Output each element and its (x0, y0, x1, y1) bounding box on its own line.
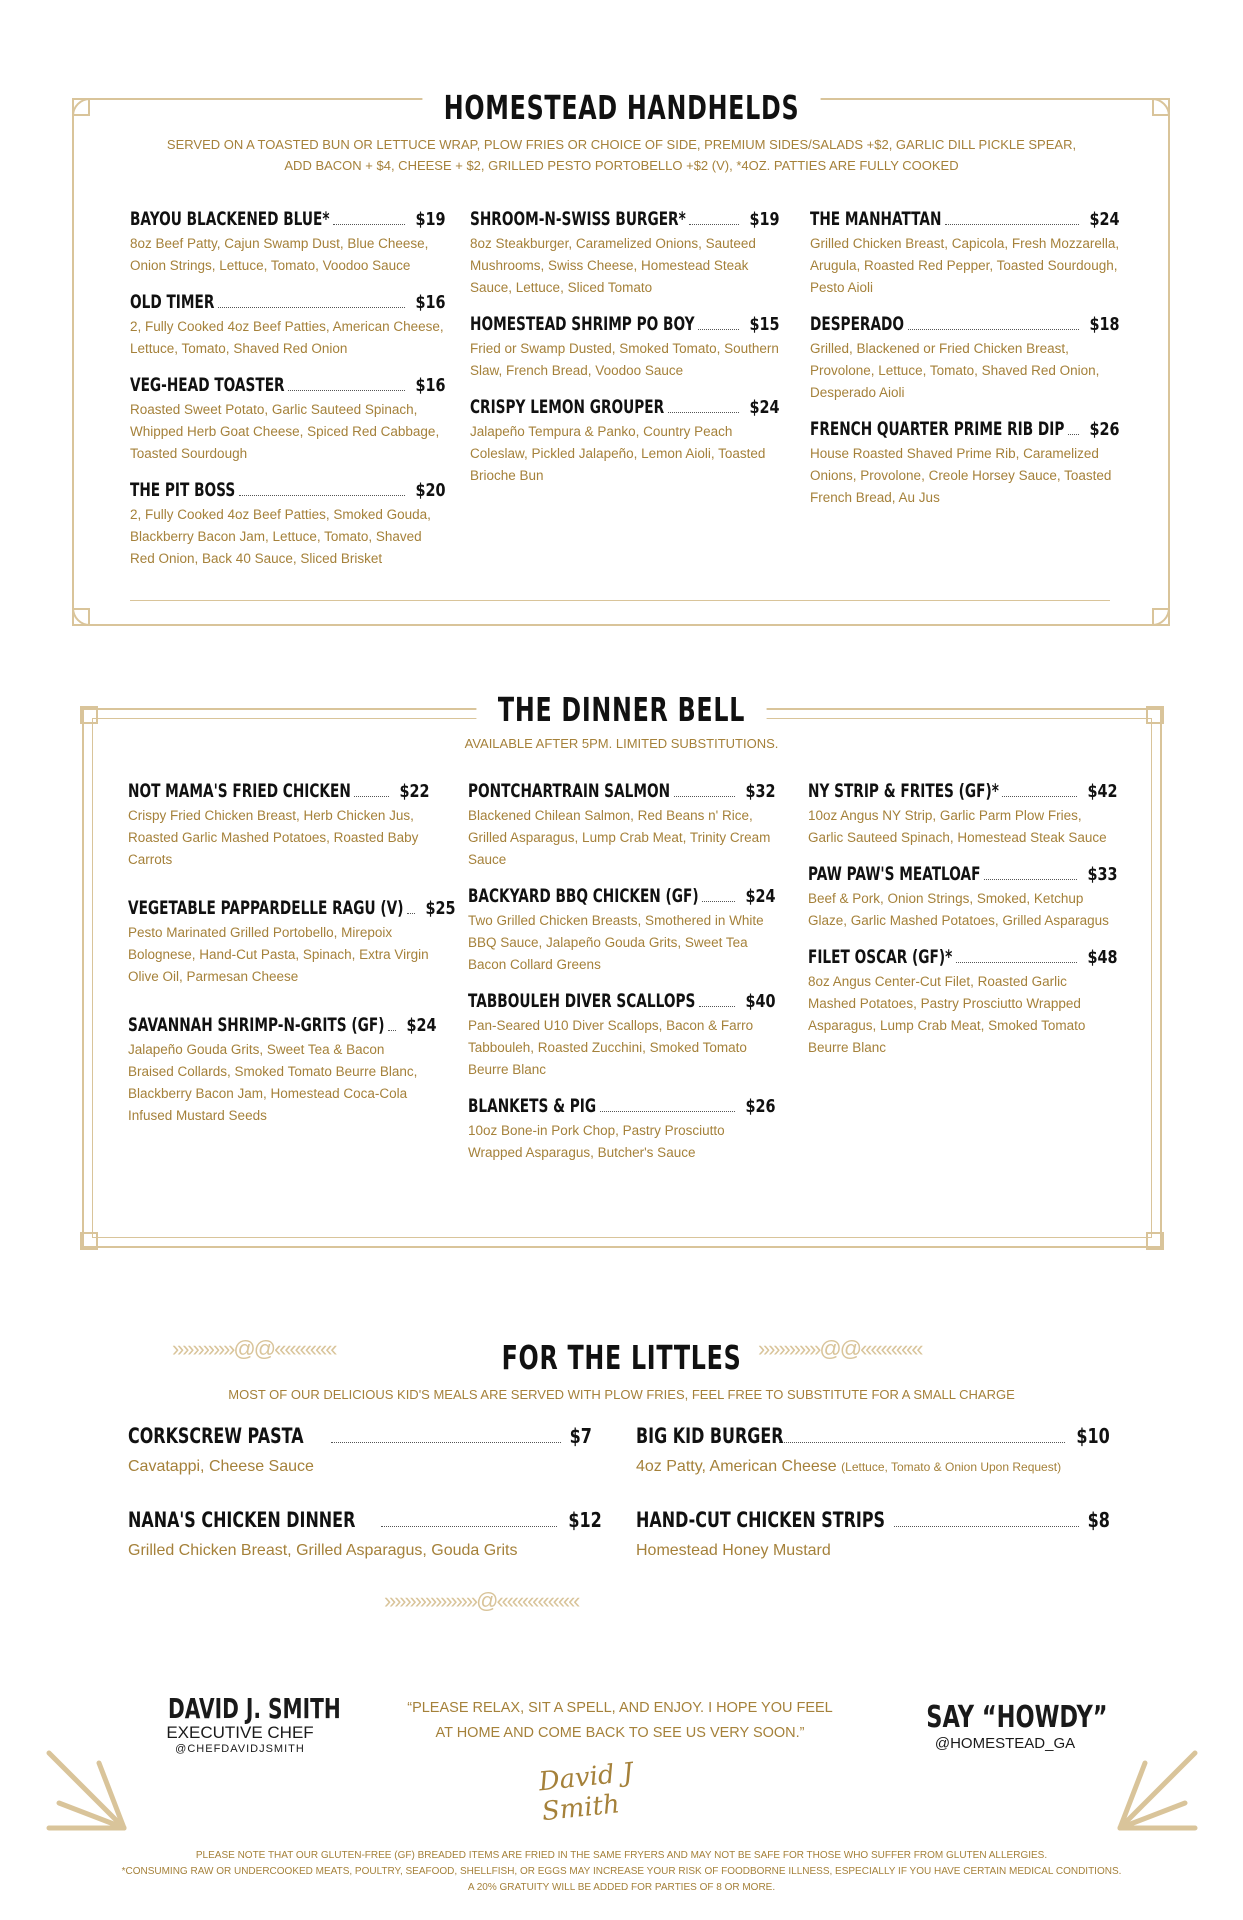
item-name: BAYOU BLACKENED BLUE* (130, 208, 330, 230)
item-description: Grilled, Blackened or Fried Chicken Breast, Provolone, Lettuce, Tomato, Shaved Red Onion, Desperado Aioli (810, 341, 1100, 400)
item-price: $20 (415, 480, 446, 501)
corner-ornament (72, 608, 90, 626)
item-name: BACKYARD BBQ CHICKEN (GF) (468, 885, 699, 907)
corner-ornament (72, 98, 90, 116)
item-description: 10oz Angus NY Strip, Garlic Parm Plow Fries, Garlic Sauteed Spinach, Homestead Steak Sauce (808, 808, 1107, 845)
menu-item (468, 1093, 776, 1164)
menu-item (128, 1012, 437, 1127)
item-description: 2, Fully Cooked 4oz Beef Patties, American Cheese, Lettuce, Tomato, Shaved Red Onion (130, 319, 444, 356)
item-name: HOMESTEAD SHRIMP PO BOY (470, 313, 695, 335)
leader-dots (1002, 796, 1077, 797)
menu-item (468, 778, 776, 871)
item-price: $26 (1089, 419, 1120, 440)
item-price: $25 (425, 898, 456, 919)
item-name: PAW PAW'S MEATLOAF (808, 863, 981, 885)
littles-title: FOR THE LITTLES (501, 1338, 742, 1377)
menu-item (130, 289, 446, 360)
chef-handle: @CHEFDAVIDJSMITH (175, 1743, 305, 1755)
item-description: Beef & Pork, Onion Strings, Smoked, Ketchup Glaze, Garlic Mashed Potatoes, Grilled Asparagus (808, 891, 1109, 928)
chef-name: DAVID J. SMITH (168, 1692, 341, 1725)
leader-dots (407, 913, 415, 914)
item-name: SAVANNAH SHRIMP-N-GRITS (GF) (128, 1014, 385, 1036)
item-name: CRISPY LEMON GROUPER (470, 396, 665, 418)
item-description: Homestead Honey Mustard (636, 1542, 831, 1559)
menu-item (130, 372, 446, 465)
item-name: TABBOULEH DIVER SCALLOPS (468, 990, 696, 1012)
item-price: $32 (745, 781, 776, 802)
item-name: FRENCH QUARTER PRIME RIB DIP (810, 418, 1065, 440)
leader-dots (699, 1006, 735, 1007)
leader-dots (779, 1442, 1065, 1443)
leader-dots (333, 224, 405, 225)
item-price: $42 (1087, 781, 1118, 802)
item-name: PONTCHARTRAIN SALMON (468, 780, 671, 802)
item-name: DESPERADO (810, 313, 905, 335)
item-price: $8 (1087, 1508, 1110, 1532)
item-price: $24 (749, 397, 780, 418)
item-price: $15 (749, 314, 780, 335)
item-name: CORKSCREW PASTA (128, 1424, 304, 1448)
item-name: NOT MAMA'S FRIED CHICKEN (128, 780, 351, 802)
kid-item (636, 1508, 1110, 1562)
leader-dots (668, 412, 739, 413)
item-description: 8oz Beef Patty, Cajun Swamp Dust, Blue Cheese, Onion Strings, Lettuce, Tomato, Voodoo Sauce (130, 236, 429, 273)
item-name: OLD TIMER (130, 291, 215, 313)
chevron-divider-icon: »»»»»»@@«««««« (172, 1336, 336, 1361)
menu-item (470, 206, 780, 299)
item-name: THE MANHATTAN (810, 208, 942, 230)
item-name: NY STRIP & FRITES (GF)* (808, 780, 999, 802)
chef-role: EXECUTIVE CHEF (166, 1723, 314, 1742)
menu-item (128, 778, 430, 871)
leader-dots (956, 962, 1077, 963)
item-price: $24 (745, 886, 776, 907)
item-price: $7 (569, 1424, 592, 1448)
wheat-burst-icon (1110, 1748, 1200, 1838)
leader-dots (702, 901, 735, 902)
item-price: $16 (415, 375, 446, 396)
leader-dots (218, 307, 405, 308)
menu-item (468, 988, 776, 1081)
social-handle[interactable]: @HOMESTEAD_GA (934, 1735, 1076, 1752)
item-description: Jalapeño Gouda Grits, Sweet Tea & Bacon Braised Collards, Smoked Tomato Beurre Blanc, Blackberry Bacon Jam, Homestead Coca-Cola Infused Mustard Seeds (128, 1042, 418, 1123)
chef-signature: David J Smith (537, 1757, 635, 1828)
social-title: SAY “HOWDY” (926, 1700, 1108, 1735)
social-block (900, 1700, 1110, 1752)
item-name: VEGETABLE PAPPARDELLE RAGU (V) (128, 897, 404, 919)
leader-dots (381, 1526, 557, 1527)
item-description: Grilled Chicken Breast, Grilled Asparagus, Gouda Grits (128, 1542, 518, 1559)
menu-item (808, 861, 1118, 932)
chef-block (140, 1692, 340, 1755)
leader-dots (354, 796, 389, 797)
handhelds-subtitle: SERVED ON A TOASTED BUN OR LETTUCE WRAP, PLOW FRIES OR CHOICE OF SIDE, PREMIUM SIDES/SALADS +$2, GARLIC DILL PICKLE SPEAR, ADD BACON + $4, CHEESE + $2, GRILLED PESTO PORTOBELLO +$2 (V), *4OZ. PATTIES ARE FULLY COOKED (166, 137, 1077, 173)
leader-dots (239, 495, 405, 496)
menu-item (130, 206, 446, 277)
dinner-column-1 (128, 778, 456, 1151)
item-description: 8oz Steakburger, Caramelized Onions, Sauteed Mushrooms, Swiss Cheese, Homestead Steak Sauce, Lettuce, Sliced Tomato (470, 236, 756, 295)
item-name: BLANKETS & PIG (468, 1095, 597, 1117)
item-description: Two Grilled Chicken Breasts, Smothered in White BBQ Sauce, Jalapeño Gouda Grits, Sweet Tea Bacon Collard Greens (468, 913, 764, 972)
leader-dots (984, 879, 1077, 880)
handhelds-column-3 (810, 206, 1120, 521)
menu-item (810, 416, 1120, 509)
menu-item (128, 895, 456, 988)
item-price: $12 (568, 1508, 602, 1532)
item-price: $22 (399, 781, 430, 802)
item-price: $24 (1089, 209, 1120, 230)
kid-item (128, 1424, 592, 1478)
leader-dots (908, 329, 1079, 330)
leader-dots (945, 224, 1079, 225)
item-price: $16 (415, 292, 446, 313)
leader-dots (288, 390, 405, 391)
handhelds-column-1 (130, 206, 446, 582)
dinner-column-3 (808, 778, 1118, 1071)
handhelds-inner-line (130, 600, 1110, 601)
menu-item (468, 883, 776, 976)
corner-ornament (1146, 706, 1164, 724)
item-name: BIG KID BURGER (636, 1424, 784, 1448)
item-price: $18 (1089, 314, 1120, 335)
item-description: Roasted Sweet Potato, Garlic Sauteed Spinach, Whipped Herb Goat Cheese, Spiced Red Cabbage, Toasted Sourdough (130, 402, 440, 461)
leader-dots (689, 224, 739, 225)
item-price: $40 (745, 991, 776, 1012)
leader-dots (331, 1442, 561, 1443)
item-description: 8oz Angus Center-Cut Filet, Roasted Garlic Mashed Potatoes, Pastry Prosciutto Wrapped Asparagus, Lump Crab Meat, Smoked Tomato Beurre Blanc (808, 974, 1086, 1055)
item-description: Fried or Swamp Dusted, Smoked Tomato, Southern Slaw, French Bread, Voodoo Sauce (470, 341, 779, 378)
item-name: FILET OSCAR (GF)* (808, 946, 953, 968)
dinner-title: THE DINNER BELL (174, 690, 1069, 729)
item-price: $10 (1076, 1424, 1110, 1448)
item-price: $33 (1087, 864, 1118, 885)
corner-ornament (80, 706, 98, 724)
menu-item (470, 394, 780, 487)
item-description: Pesto Marinated Grilled Portobello, Mirepoix Bolognese, Hand-Cut Pasta, Spinach, Extra Virgin Olive Oil, Parmesan Cheese (128, 925, 429, 984)
menu-item (808, 944, 1118, 1059)
dinner-subtitle: AVAILABLE AFTER 5PM. LIMITED SUBSTITUTIONS. (464, 736, 779, 751)
chevron-divider-icon: »»»»»»@@«««««« (758, 1336, 922, 1361)
menu-item (808, 778, 1118, 849)
leader-dots (698, 329, 739, 330)
item-name: NANA'S CHICKEN DINNER (128, 1508, 356, 1532)
item-name: VEG-HEAD TOASTER (130, 374, 285, 396)
littles-subtitle: MOST OF OUR DELICIOUS KID'S MEALS ARE SERVED WITH PLOW FRIES, FEEL FREE TO SUBSTITUTE FOR A SMALL CHARGE (228, 1387, 1015, 1402)
wheat-burst-icon (44, 1748, 134, 1838)
corner-ornament (1152, 98, 1170, 116)
item-description: Pan-Seared U10 Diver Scallops, Bacon & Farro Tabbouleh, Roasted Zucchini, Smoked Tomato Beurre Blanc (468, 1018, 754, 1077)
item-price: $26 (745, 1096, 776, 1117)
menu-item (810, 206, 1120, 299)
leader-dots (1068, 434, 1079, 435)
item-description: 2, Fully Cooked 4oz Beef Patties, Smoked Gouda, Blackberry Bacon Jam, Lettuce, Tomato, Shaved Red Onion, Back 40 Sauce, Sliced Brisket (130, 507, 431, 566)
leader-dots (600, 1111, 735, 1112)
item-price: $24 (406, 1015, 437, 1036)
item-description: Jalapeño Tempura & Panko, Country Peach Coleslaw, Pickled Jalapeño, Lemon Aioli, Toasted Brioche Bun (470, 424, 766, 483)
corner-ornament (1146, 1232, 1164, 1250)
item-description: 10oz Bone-in Pork Chop, Pastry Prosciutto Wrapped Asparagus, Butcher's Sauce (468, 1123, 725, 1160)
handhelds-column-2 (470, 206, 780, 499)
kid-item (128, 1508, 602, 1562)
item-name: SHROOM-N-SWISS BURGER* (470, 208, 686, 230)
item-description: 4oz Patty, American Cheese (Lettuce, Tomato & Onion Upon Request) (636, 1458, 1062, 1475)
menu-item (810, 311, 1120, 404)
menu-item (470, 311, 780, 382)
item-description: Grilled Chicken Breast, Capicola, Fresh Mozzarella, Arugula, Roasted Red Pepper, Toasted Sourdough, Pesto Aioli (810, 236, 1120, 295)
leader-dots (894, 1526, 1079, 1527)
handhelds-title: HOMESTEAD HANDHELDS (174, 88, 1069, 127)
item-description: Cavatappi, Cheese Sauce (128, 1458, 314, 1475)
leader-dots (388, 1030, 396, 1031)
item-name: HAND-CUT CHICKEN STRIPS (636, 1508, 886, 1532)
chevron-divider-icon: »»»»»»»»»@«««««««« (384, 1588, 579, 1613)
dinner-column-2 (468, 778, 776, 1176)
item-price: $19 (415, 209, 446, 230)
kid-item (636, 1424, 1110, 1478)
item-note: (Lettuce, Tomato & Onion Upon Request) (841, 1460, 1062, 1474)
corner-ornament (80, 1232, 98, 1250)
menu-item (130, 477, 446, 570)
item-name: THE PIT BOSS (130, 479, 236, 501)
footer-disclaimer: PLEASE NOTE THAT OUR GLUTEN-FREE (GF) BREADED ITEMS ARE FRIED IN THE SAME FRYERS AND MAY NOT BE SAFE FOR THOSE WHO SUFFER FROM GLUTEN ALLERGIES. *CONSUMING RAW OR UNDERCOOKED MEATS, POULTRY, SEAFOOD, SHELLFISH, OR EGGS MAY INCREASE YOUR RISK OF FOODBORNE ILLNESS, ESPECIALLY IF YOU HAVE CERTAIN MEDICAL CONDITIONS. A 20% GRATUITY WILL BE ADDED FOR PARTIES OF 8 OR MORE. (121, 1850, 1122, 1893)
item-description: Crispy Fried Chicken Breast, Herb Chicken Jus, Roasted Garlic Mashed Potatoes, Roasted Baby Carrots (128, 808, 419, 867)
item-description: House Roasted Shaved Prime Rib, Caramelized Onions, Provolone, Creole Horsey Sauce, Toasted French Bread, Au Jus (810, 446, 1112, 505)
chef-quote: “PLEASE RELAX, SIT A SPELL, AND ENJOY. I HOPE YOU FEEL AT HOME AND COME BACK TO SEE US VERY SOON.” (407, 1700, 833, 1741)
item-price: $48 (1087, 947, 1118, 968)
corner-ornament (1152, 608, 1170, 626)
item-price: $19 (749, 209, 780, 230)
leader-dots (674, 796, 735, 797)
item-description: Blackened Chilean Salmon, Red Beans n' Rice, Grilled Asparagus, Lump Crab Meat, Trinity Cream Sauce (468, 808, 771, 867)
